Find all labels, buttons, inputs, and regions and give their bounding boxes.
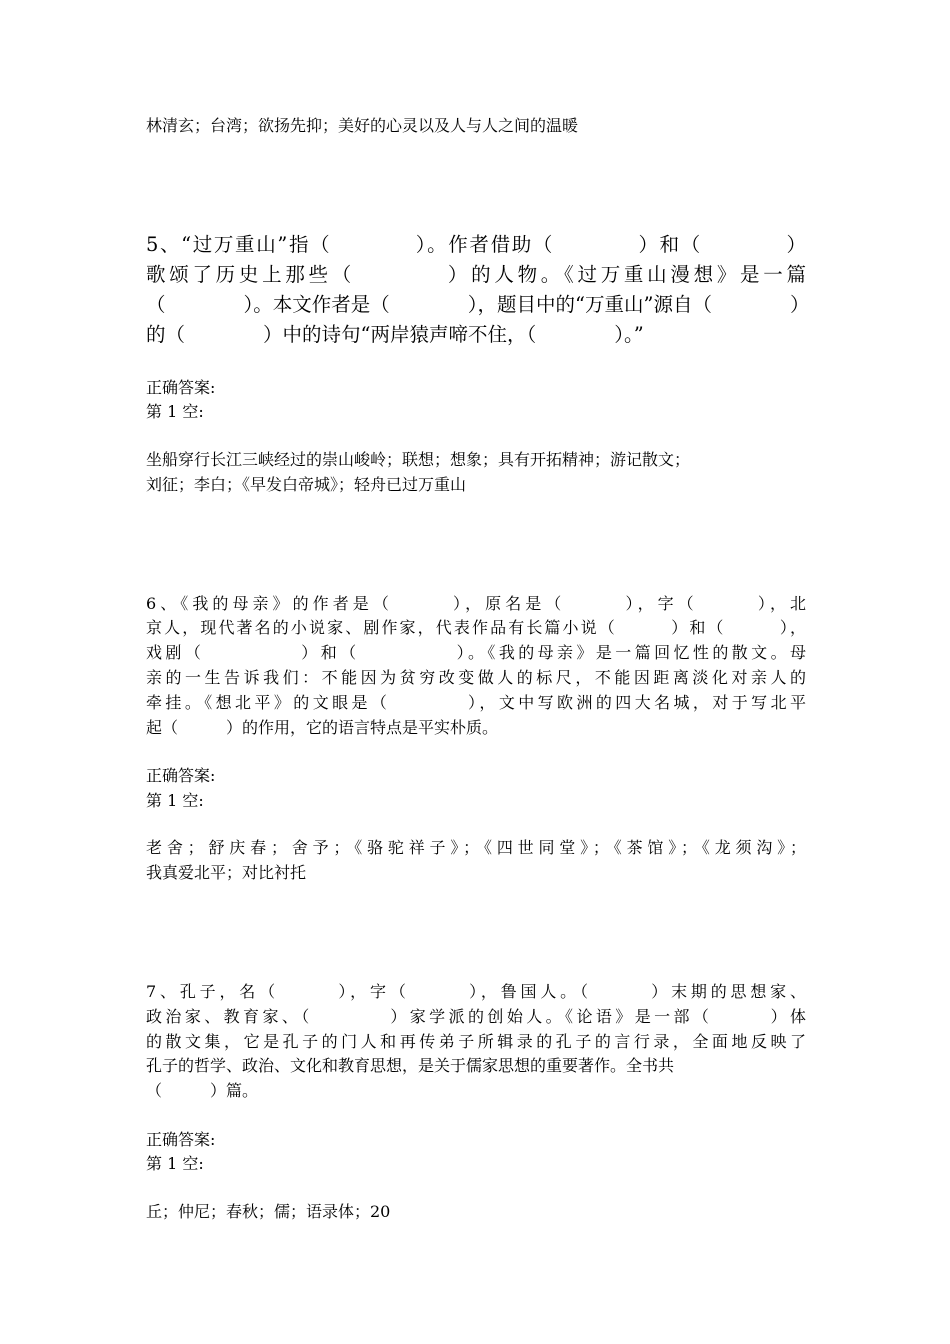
- question-text-line: 牵挂。《想北平》的文眼是（ ），文中写欧洲的四大名城，对于写北平: [146, 693, 806, 712]
- question-text-line: 的（ ）中的诗句“两岸猿声啼不住，（ ）。”: [146, 323, 644, 346]
- question-text-line: 亲的一生告诉我们：不能因为贫穷改变做人的标尺，不能因距离淡化对亲人的: [146, 668, 806, 687]
- question-text-line: 歌颂了历史上那些（ ）的人物。《过万重山漫想》是一篇: [146, 263, 806, 286]
- answer-label: 正确答案:: [146, 1130, 216, 1149]
- question-text-line: （ ）篇。: [146, 1081, 259, 1100]
- question-text-line: 京人，现代著名的小说家、剧作家，代表作品有长篇小说（ ）和（ ），: [146, 618, 806, 637]
- answer-text-line: 坐船穿行长江三峡经过的崇山峻岭；联想；想象；具有开拓精神；游记散文；: [146, 450, 691, 469]
- answer-text-line: 刘征；李白；《早发白帝城》；轻舟已过万重山: [146, 475, 467, 494]
- question-text-line: 起（ ）的作用，它的语言特点是平实朴质。: [146, 718, 499, 737]
- blank-label: 第 1 空:: [146, 1154, 204, 1173]
- blank-label: 第 1 空:: [146, 791, 204, 810]
- question-text-line: 孔子的哲学、政治、文化和教育思想，是关于儒家思想的重要著作。全书共: [146, 1056, 675, 1075]
- question-text-line: 的散文集，它是孔子的门人和再传弟子所辑录的孔子的言行录，全面地反映了: [146, 1032, 806, 1051]
- question-text-line: 6、《我的母亲》的作者是（ ），原名是（ ），字（ ），北: [146, 594, 806, 613]
- answer-text-line: 老舍；舒庆春；舍予；《骆驼祥子》；《四世同堂》；《茶馆》；《龙须沟》；: [146, 838, 806, 857]
- answer-label: 正确答案:: [146, 378, 216, 397]
- answer-text-line: 我真爱北平；对比衬托: [146, 863, 307, 882]
- question-text-line: （ ）。本文作者是（ ），题目中的“万重山”源自（ ）: [146, 293, 810, 316]
- answer-text-line: 丘；仲尼；春秋；儒；语录体；20: [146, 1202, 391, 1221]
- question-text-line: 7、孔子，名（ ），字（ ），鲁国人。（ ）末期的思想家、: [146, 982, 806, 1001]
- answer-label: 正确答案:: [146, 766, 216, 785]
- question-text-line: 政治家、教育家、（ ）家学派的创始人。《论语》是一部（ ）体: [146, 1007, 806, 1026]
- previous-answer-text: 林清玄；台湾；欲扬先抑；美好的心灵以及人与人之间的温暖: [146, 116, 579, 135]
- question-text-line: 5、“过万重山”指（ ）。作者借助（ ）和（ ）: [146, 233, 806, 256]
- question-text-line: 戏剧（ ）和（ ）。《我的母亲》是一篇回忆性的散文。母: [146, 643, 806, 662]
- blank-label: 第 1 空:: [146, 402, 204, 421]
